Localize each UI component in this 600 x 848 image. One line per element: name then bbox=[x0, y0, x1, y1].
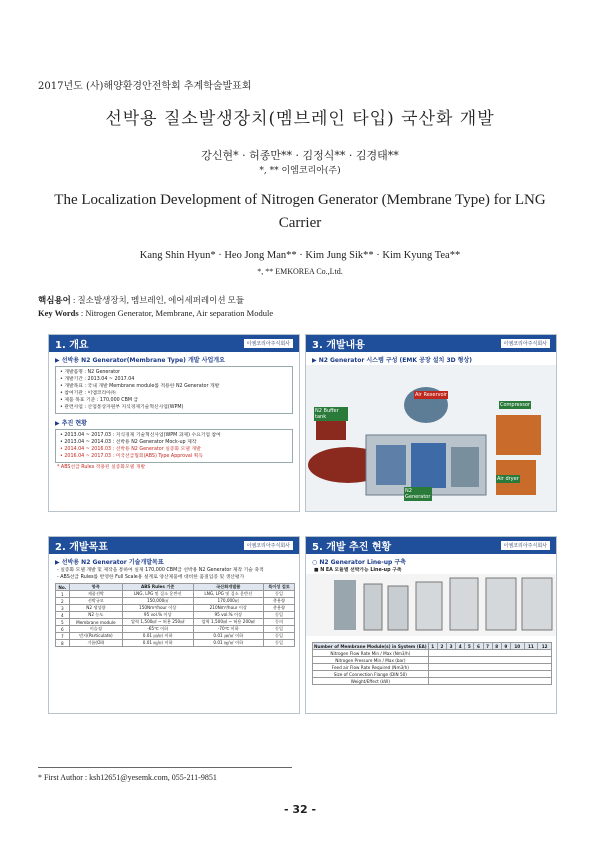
page-number: - 32 - bbox=[283, 803, 317, 816]
slide-header bbox=[49, 335, 299, 352]
table-header-cell: 9 bbox=[501, 643, 510, 650]
table-header-cell: 4 bbox=[456, 643, 465, 650]
table-row bbox=[56, 619, 295, 626]
table-cell: N2 농도 bbox=[69, 612, 122, 619]
table-cell: 동일 bbox=[264, 633, 295, 640]
table-row-label: Nitrogen Pressure Min / Max (bar) bbox=[313, 657, 429, 664]
table-cell: 압력 1,500㎖ ~ 허용 200㎖ bbox=[193, 619, 264, 626]
authors-korean: 강신현* · 허종만** · 김정식** · 김경태** bbox=[201, 149, 399, 162]
table-header-cell: Number of Membrane Module(s) in System (EA) bbox=[314, 643, 427, 649]
paper-title-korean: 선박용 질소발생장치(멤브레인 타입) 국산화 개발 bbox=[105, 109, 495, 129]
status-item: • 2013.04 ~ 2017.03 : 지식경제 기술혁신사업(WPM 과제) 수요기업 참여 bbox=[60, 433, 221, 438]
table-cell: 0.01 ㎛/㎥ 이하 bbox=[193, 633, 264, 640]
table-cell: 1 bbox=[56, 591, 70, 598]
keywords-korean-text: : 질소발생장치, 멤브레인, 에어세퍼레이션 모듈 bbox=[72, 295, 245, 305]
overview-item: • 제품 목표 기준 : 170,000 CBM 급 bbox=[60, 398, 139, 403]
table-cell: 150Nm³/hour 이상 bbox=[122, 605, 193, 612]
slide-header bbox=[49, 537, 299, 554]
table-cell: 0.01 ㎛/㎥ 이하 bbox=[122, 633, 193, 640]
table-header-cell: 7 bbox=[483, 643, 492, 650]
goal-description: - ABS선급 Rules를 반영한 Full Scale용 설계로 양산제품에 대비한 품질입증 및 생산평가 bbox=[57, 575, 245, 580]
table-row bbox=[313, 664, 552, 671]
table-header-cell: No. bbox=[56, 584, 70, 591]
label-air-dryer: Air dryer bbox=[497, 476, 519, 482]
slide-title: 5. 개발 추진 현황 bbox=[312, 542, 392, 553]
table-cell: -65℃ 이하 bbox=[122, 626, 193, 633]
section-heading: ○ N2 Generator Line-up 구축 bbox=[312, 559, 406, 566]
slide-title: 3. 개발내용 bbox=[312, 340, 365, 351]
table-cell: 95 vol.% 이상 bbox=[193, 612, 264, 619]
table-cell bbox=[428, 678, 551, 685]
table-row bbox=[313, 671, 552, 678]
status-item: • 2014.04 ~ 2016.03 : 선박용 N2 Generator 실증화 모델 개발 bbox=[60, 447, 201, 452]
lineup-product-photo bbox=[306, 574, 557, 636]
table-cell: 95 vol.% 이상 bbox=[122, 612, 193, 619]
table-cell: 2 bbox=[56, 598, 70, 605]
table-header-cell: 8 bbox=[492, 643, 501, 650]
table-header-cell: 특이성 검토 bbox=[264, 584, 295, 591]
lineup-subheading: ■ N EA 모듈별 선박가능 Line-up 구축 bbox=[314, 568, 402, 573]
table-header-cell: ABS Rules 기준 bbox=[122, 584, 193, 591]
table-header-cell: 국산화개발품 bbox=[193, 584, 264, 591]
goal-description: - 실증화 모델 개발 및 제작을 통하여 실제 170,000 CBM급 선박용 N2 Generator 제작 기술 축적 bbox=[57, 568, 264, 573]
keywords-english-text: : Nitrogen Generator, Membrane, Air separation Module bbox=[80, 308, 274, 318]
table-cell: 6 bbox=[56, 626, 70, 633]
table-cell: 0.01 ㎎/㎥ 이하 bbox=[122, 640, 193, 647]
keywords-korean bbox=[38, 294, 244, 306]
table-header-cell: 6 bbox=[474, 643, 483, 650]
table-cell: 동일 bbox=[264, 626, 295, 633]
status-item: • 2016.04 ~ 2017.03 : 미국선급협회(ABS) Type Approval 획득 bbox=[60, 454, 203, 459]
lineup-table bbox=[312, 642, 552, 685]
slide-progress-status bbox=[305, 536, 557, 714]
table-header-cell: 3 bbox=[446, 643, 455, 650]
table-header-cell: 11 bbox=[524, 643, 538, 650]
label-air-reservoir: Air Reservoir bbox=[415, 392, 447, 398]
slide-header bbox=[306, 335, 556, 352]
table-cell: 8 bbox=[56, 640, 70, 647]
table-cell: 동의 bbox=[264, 619, 295, 626]
status-box bbox=[55, 429, 293, 463]
table-cell: 먼지(Particulate) bbox=[69, 633, 122, 640]
table-row-label: Feed air Flow Rate Required (Nm3/h) bbox=[313, 664, 429, 671]
slide-note: * ABS선급 Rules 적용된 실증화모델 개발 bbox=[57, 465, 146, 470]
table-cell bbox=[428, 657, 551, 664]
table-cell: 동일 bbox=[264, 640, 295, 647]
overview-item: • 개발목표 : 국내 개발 Membrane module를 적용한 N2 Generator 개발 bbox=[60, 384, 220, 389]
table-cell: 170,000㎥ bbox=[193, 598, 264, 605]
table-cell: 제품선박 bbox=[69, 591, 122, 598]
overview-box bbox=[55, 366, 293, 414]
table-row bbox=[56, 591, 295, 598]
slide-header bbox=[306, 537, 556, 554]
company-logo: 이엠코리아주식회사 bbox=[501, 541, 550, 550]
label-n2-generator: N2 Generator bbox=[405, 488, 431, 500]
table-cell: 5 bbox=[56, 619, 70, 626]
slide-title: 2. 개발목표 bbox=[55, 542, 108, 553]
table-cell: 7 bbox=[56, 633, 70, 640]
section-heading: ▶ 선박용 N2 Generator(Membrane Type) 개발 사업개요 bbox=[55, 357, 225, 364]
table-cell: 동일 bbox=[264, 612, 295, 619]
section-heading: ▶ 선박용 N2 Generator 기술개발목표 bbox=[55, 559, 164, 566]
authors-english: Kang Shin Hyun* · Heo Jong Man** · Kim Jung Sik** · Kim Kyung Tea** bbox=[139, 250, 461, 261]
table-cell: 3 bbox=[56, 605, 70, 612]
table-row bbox=[56, 640, 295, 647]
overview-item: • 참여기관 : 이엠코리아㈜ bbox=[60, 391, 116, 396]
slide-development-goal bbox=[48, 536, 300, 714]
footnote-first-author: * First Author : ksh12651@yesemk.com, 055-211-9851 bbox=[38, 773, 217, 782]
table-cell: 210Nm³/hour 이상 bbox=[193, 605, 264, 612]
slide-development-content bbox=[305, 334, 557, 512]
table-cell: -70℃ 이하 bbox=[193, 626, 264, 633]
table-header-cell: 2 bbox=[437, 643, 446, 650]
table-cell bbox=[428, 671, 551, 678]
table-header-row bbox=[313, 643, 552, 650]
table-cell bbox=[428, 650, 551, 657]
table-cell: 0.01 ㎎/㎥ 이하 bbox=[193, 640, 264, 647]
table-row bbox=[56, 626, 295, 633]
table-row bbox=[313, 657, 552, 664]
section-heading: ▶ N2 Generator 시스템 구성 (EMK 공장 설치 3D 형상) bbox=[312, 357, 473, 364]
company-logo: 이엠코리아주식회사 bbox=[501, 339, 550, 348]
table-header-cell: 항목 bbox=[69, 584, 122, 591]
table-cell: LNG, LPG 및 질소 운반선 bbox=[122, 591, 193, 598]
status-item: • 2013.04 ~ 2014.03 : 선박용 N2 Generator Mock-up 제작 bbox=[60, 440, 197, 445]
table-row bbox=[56, 605, 295, 612]
table-row-label: Weight/Effect (kW) bbox=[313, 678, 429, 685]
paper-title-english: The Localization Development of Nitrogen Generator (Membrane Type) for LNG Carrier bbox=[54, 192, 546, 231]
table-cell: LNG, LPG 및 질소 운반선 bbox=[193, 591, 264, 598]
company-logo: 이엠코리아주식회사 bbox=[244, 339, 293, 348]
table-header-cell: 10 bbox=[510, 643, 524, 650]
table-cell: 150,000㎥ bbox=[122, 598, 193, 605]
overview-item: • 개발품명 : N2 Generator bbox=[60, 370, 121, 375]
table-cell: 이슬점 bbox=[69, 626, 122, 633]
table-row-label: Size of Connection Flange (DIN 50) bbox=[313, 671, 429, 678]
table-header-row bbox=[56, 584, 295, 591]
affiliation-korean: *, ** 이엠코리아(주) bbox=[259, 166, 341, 176]
overview-item: • 관련사업 : 산업통상자원부 지식경제기술혁신사업(WPM) bbox=[60, 405, 184, 410]
table-header-cell: 1 bbox=[428, 643, 437, 650]
affiliation-english: *, ** EMKOREA Co.,Ltd. bbox=[257, 267, 343, 276]
table-cell: 총용량 bbox=[264, 605, 295, 612]
table-header-cell: 5 bbox=[465, 643, 474, 650]
table-cell: 압력 1,500㎖ ~ 허용 250㎖ bbox=[122, 619, 193, 626]
table-cell: Membrane module bbox=[69, 619, 122, 626]
label-compressor: Compressor bbox=[500, 402, 530, 408]
table-row bbox=[313, 650, 552, 657]
table-row bbox=[56, 598, 295, 605]
table-cell: 선박규모 bbox=[69, 598, 122, 605]
slide-title: 1. 개요 bbox=[55, 340, 89, 351]
overview-item: • 개발기간 : 2013.04 ~ 2017.04 bbox=[60, 377, 135, 382]
table-cell: 총용량 bbox=[264, 598, 295, 605]
table-cell: 동일 bbox=[264, 591, 295, 598]
table-row bbox=[56, 612, 295, 619]
table-row-label: Nitrogen Flow Rate Min / Max (Nm3/h) bbox=[313, 650, 429, 657]
table-header-cell: 12 bbox=[538, 643, 552, 650]
section-heading: ▶ 추진 현황 bbox=[55, 420, 87, 427]
footnote-divider bbox=[38, 767, 292, 768]
table-cell: 기름(Oil) bbox=[69, 640, 122, 647]
conference-header: 2017년도 (사)해양환경안전학회 추계학술발표회 bbox=[38, 81, 252, 92]
table-row bbox=[56, 633, 295, 640]
slide-overview bbox=[48, 334, 300, 512]
table-cell: 4 bbox=[56, 612, 70, 619]
goal-table bbox=[55, 583, 295, 647]
table-cell: N2 생성량 bbox=[69, 605, 122, 612]
company-logo: 이엠코리아주식회사 bbox=[244, 541, 293, 550]
table-cell bbox=[428, 664, 551, 671]
table-row bbox=[313, 678, 552, 685]
keywords-english-label: Key Words bbox=[38, 308, 79, 318]
keywords-english bbox=[38, 308, 273, 318]
keywords-korean-label: 핵심용어 bbox=[38, 295, 71, 305]
label-n2-buffer-tank: N2 Buffer tank bbox=[314, 407, 348, 421]
